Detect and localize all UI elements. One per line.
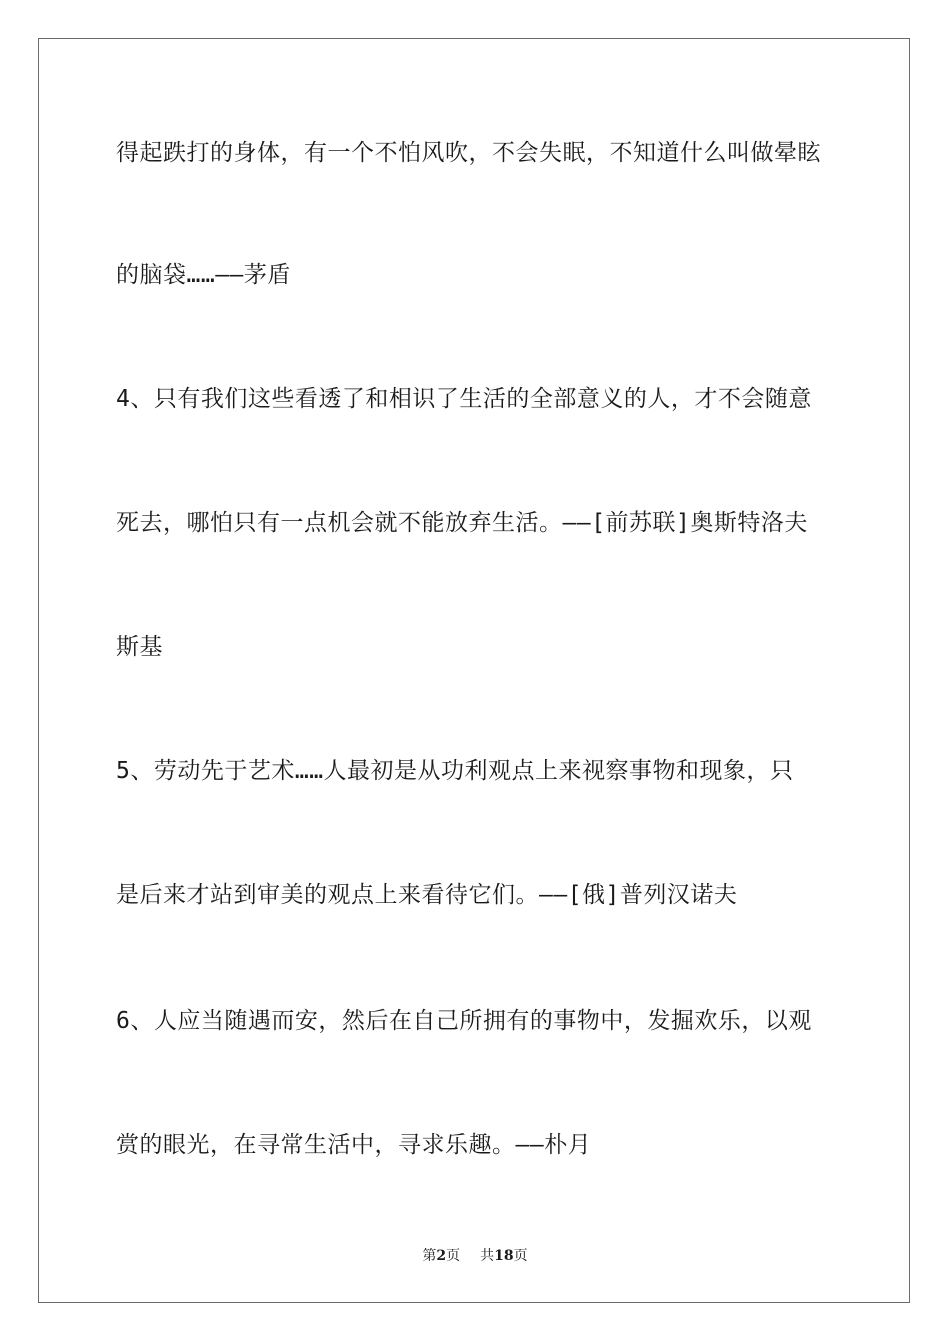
text-line: 死去，哪怕只有一点机会就不能放弃生活。——[前苏联]奥斯特洛夫 <box>116 510 808 536</box>
total-prefix: 共 <box>480 1248 495 1264</box>
text-line: 4、只有我们这些看透了和相识了生活的全部意义的人，才不会随意 <box>116 386 812 412</box>
page-number: 2 <box>436 1248 447 1264</box>
page-prefix: 第 <box>422 1248 437 1264</box>
text-line: 斯基 <box>116 634 163 660</box>
text-line: 是后来才站到审美的观点上来看待它们。——[俄]普列汉诺夫 <box>116 882 738 908</box>
page-footer <box>0 1246 950 1266</box>
total-pages: 18 <box>494 1248 514 1264</box>
text-line: 赏的眼光，在寻常生活中，寻求乐趣。——朴月 <box>116 1132 592 1158</box>
text-line: 得起跌打的身体，有一个不怕风吹，不会失眠，不知道什么叫做晕眩 <box>116 140 821 166</box>
text-line: 6、人应当随遇而安，然后在自己所拥有的事物中，发掘欢乐，以观 <box>116 1008 812 1034</box>
page-suffix: 页 <box>446 1248 461 1264</box>
total-suffix: 页 <box>513 1248 528 1264</box>
text-line: 的脑袋……——茅盾 <box>116 262 291 288</box>
page-border <box>38 38 910 1303</box>
text-line: 5、劳动先于艺术……人最初是从功利观点上来视察事物和现象，只 <box>116 758 794 784</box>
